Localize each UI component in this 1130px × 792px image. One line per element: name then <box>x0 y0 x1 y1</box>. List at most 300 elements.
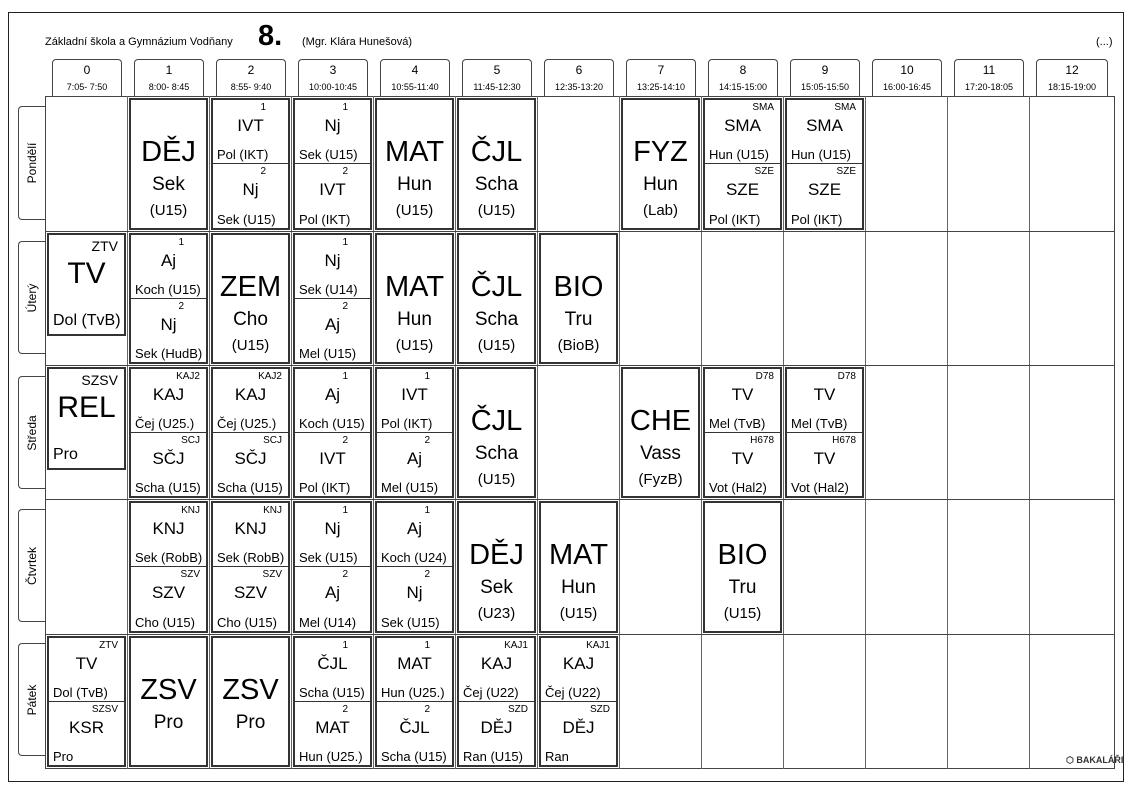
lesson-group: SZV <box>180 569 200 580</box>
lesson-room: (U15) <box>231 336 270 354</box>
lesson-teacher-room: Sek (U15) <box>381 615 440 630</box>
lesson-cell[interactable] <box>457 98 536 230</box>
lesson-half-bot[interactable] <box>295 567 370 631</box>
lesson-subject: ČJL <box>470 270 523 303</box>
lesson-subject: DĚJ <box>480 717 513 737</box>
lesson-subject: ČJL <box>470 135 523 168</box>
lesson-teacher-room: Scha (U15) <box>381 749 447 764</box>
lesson-half-top[interactable] <box>541 638 616 702</box>
lesson-cell[interactable] <box>129 367 208 498</box>
period-time: 15:05-15:50 <box>800 82 850 92</box>
lesson-teacher: Scha <box>474 174 519 196</box>
lesson-group: 1 <box>424 371 430 382</box>
lesson-subject: Aj <box>406 519 423 538</box>
lesson-group: SCJ <box>263 434 282 446</box>
lesson-subject: TV <box>813 385 836 404</box>
lesson-subject: TV <box>731 448 754 468</box>
lesson-half-top[interactable] <box>295 235 370 299</box>
lesson-subject: MAT <box>397 654 432 673</box>
lesson-half-bot[interactable] <box>49 702 124 766</box>
period-number: 3 <box>329 63 337 77</box>
lesson-half-bot[interactable] <box>377 433 452 497</box>
period-header-10 <box>872 59 942 96</box>
lesson-subject: SZE <box>725 180 760 199</box>
lesson-teacher-room: Scha (U15) <box>217 480 283 495</box>
lesson-cell[interactable] <box>539 233 618 364</box>
lesson-room: (U15) <box>477 336 516 354</box>
lesson-teacher-room: Scha (U15) <box>299 684 365 700</box>
lesson-half-bot[interactable] <box>459 702 534 766</box>
lesson-cell[interactable] <box>375 501 454 633</box>
lesson-group: 1 <box>424 640 430 651</box>
grid-line <box>865 96 866 769</box>
lesson-subject: MAT <box>384 135 445 168</box>
lesson-teacher-room: Sek (U15) <box>299 147 358 162</box>
lesson-cell[interactable] <box>293 98 372 230</box>
lesson-teacher-room: Pro <box>53 446 78 463</box>
lesson-subject: ZSV <box>222 673 279 706</box>
lesson-subject: KAJ <box>480 654 513 673</box>
lesson-teacher-room: Čej (U22) <box>463 684 519 700</box>
lesson-room: (U23) <box>477 605 516 623</box>
lesson-teacher-room: Koch (U15) <box>135 281 201 297</box>
lesson-group: SMA <box>752 102 774 113</box>
lesson-half-top[interactable] <box>295 638 370 702</box>
grid-line <box>947 96 948 769</box>
period-number: 11 <box>982 63 996 77</box>
lesson-cell[interactable] <box>47 367 126 470</box>
lesson-cell[interactable] <box>47 636 126 767</box>
lesson-subject: Aj <box>406 448 423 468</box>
lesson-half-top[interactable] <box>377 638 452 702</box>
lesson-subject: KAJ <box>234 385 267 404</box>
lesson-teacher-room: Pol (IKT) <box>381 415 433 431</box>
lesson-teacher-room: Dol (TvB) <box>53 684 108 700</box>
lesson-cell[interactable] <box>375 98 454 230</box>
day-name: Pondělí <box>25 142 39 184</box>
day-label-wednesday <box>18 376 45 489</box>
lesson-cell[interactable] <box>211 98 290 230</box>
lesson-teacher: Scha <box>474 308 519 330</box>
lesson-subject: SZV <box>233 583 268 602</box>
period-number: 7 <box>657 63 665 77</box>
lesson-teacher-room: Mel (U15) <box>299 346 357 361</box>
lesson-cell[interactable] <box>703 501 782 633</box>
lesson-teacher-room: Čej (U25.) <box>135 415 195 431</box>
lesson-group: 1 <box>260 102 266 113</box>
lesson-teacher-room: Vot (Hal2) <box>709 480 767 495</box>
lesson-half-top[interactable] <box>131 235 206 299</box>
period-header-5 <box>462 59 532 96</box>
lesson-group: SZV <box>262 569 282 580</box>
lesson-subject: IVT <box>319 180 346 199</box>
lesson-cell[interactable] <box>211 501 290 633</box>
lesson-teacher: Hun <box>397 308 432 330</box>
day-label-thursday <box>18 509 45 622</box>
lesson-teacher: Vass <box>640 442 681 464</box>
period-number: 2 <box>247 63 255 77</box>
lesson-group: 2 <box>342 569 348 580</box>
lesson-teacher: Tru <box>728 577 757 599</box>
lesson-group: H678 <box>750 434 774 446</box>
lesson-room: (U15) <box>559 605 598 623</box>
period-time: 14:15-15:00 <box>718 82 768 92</box>
more-link[interactable]: (...) <box>1096 36 1113 48</box>
grid-line <box>783 96 784 769</box>
lesson-group: 2 <box>342 703 348 715</box>
lesson-subject: REL <box>57 391 116 424</box>
lesson-cell[interactable] <box>129 233 208 364</box>
lesson-subject: KNJ <box>152 519 185 538</box>
lesson-cell[interactable] <box>785 367 864 498</box>
lesson-teacher-room: Koch (U15) <box>299 415 365 431</box>
lesson-teacher-room: Mel (U15) <box>381 480 439 495</box>
lesson-group: SZE <box>836 166 856 177</box>
lesson-subject: Nj <box>242 180 259 199</box>
period-header-3 <box>298 59 368 96</box>
lesson-cell[interactable] <box>621 367 700 498</box>
lesson-group: KAJ2 <box>258 371 282 382</box>
lesson-half-bot[interactable] <box>213 164 288 228</box>
lesson-half-top[interactable] <box>213 100 288 164</box>
lesson-group: KAJ2 <box>176 371 200 382</box>
lesson-teacher-room: Cho (U15) <box>135 615 195 630</box>
lesson-teacher-room: Hun (U15) <box>791 147 851 162</box>
lesson-subject: BIO <box>717 538 768 571</box>
lesson-cell[interactable] <box>293 367 372 498</box>
lesson-teacher-room: Vot (Hal2) <box>791 480 849 495</box>
lesson-half-bot[interactable] <box>131 299 206 363</box>
lesson-group: 2 <box>342 434 348 446</box>
lesson-subject: TV <box>75 654 98 673</box>
lesson-teacher-room: Pol (IKT) <box>299 480 351 495</box>
period-header-1 <box>134 59 204 96</box>
lesson-teacher-room: Pro <box>53 749 74 764</box>
lesson-half-top[interactable] <box>787 100 862 164</box>
period-header-7 <box>626 59 696 96</box>
lesson-group: 2 <box>178 300 184 312</box>
period-time: 12:35-13:20 <box>554 82 604 92</box>
lesson-teacher-room: Koch (U24) <box>381 550 447 565</box>
lesson-subject: TV <box>813 448 836 468</box>
lesson-subject: ČJL <box>399 717 430 737</box>
grid-line <box>45 499 1115 500</box>
lesson-room: (FyzB) <box>638 470 683 488</box>
day-name: Čtvrtek <box>25 546 39 585</box>
bakalari-logo: ⬡ BAKALÁŘI <box>1066 755 1124 765</box>
lesson-teacher-room: Sek (U15) <box>299 550 358 565</box>
lesson-group: 1 <box>342 640 348 651</box>
lesson-half-top[interactable] <box>49 638 124 702</box>
lesson-subject: MAT <box>384 270 445 303</box>
lesson-half-top[interactable] <box>295 100 370 164</box>
period-time: 11:45-12:30 <box>473 82 521 92</box>
period-time: 18:15-19:00 <box>1047 82 1097 92</box>
lesson-teacher: Pro <box>235 711 266 733</box>
grid-line <box>291 96 292 769</box>
lesson-subject: Nj <box>324 116 341 135</box>
lesson-teacher-room: Ran (U15) <box>463 749 523 764</box>
period-number: 4 <box>411 63 419 77</box>
lesson-subject: Nj <box>406 583 423 602</box>
period-time: 7:05- 7:50 <box>66 82 108 92</box>
lesson-group: 2 <box>424 569 430 580</box>
lesson-subject: ZSV <box>140 673 197 706</box>
lesson-cell[interactable] <box>457 501 536 633</box>
lesson-group: H678 <box>832 434 856 446</box>
period-header-8 <box>708 59 778 96</box>
lesson-subject: SMA <box>806 116 843 135</box>
lesson-subject: Aj <box>324 583 341 602</box>
lesson-cell[interactable] <box>539 636 618 767</box>
logo-text: BAKALÁŘI <box>1076 755 1124 765</box>
lesson-cell[interactable] <box>375 367 454 498</box>
lesson-teacher: Sek <box>480 577 513 599</box>
lesson-cell[interactable] <box>539 501 618 633</box>
period-number: 5 <box>493 63 501 77</box>
lesson-cell[interactable] <box>293 233 372 364</box>
lesson-room: (U15) <box>723 605 762 623</box>
lesson-subject: FYZ <box>633 135 688 168</box>
lesson-half-bot[interactable] <box>131 433 206 497</box>
lesson-half-bot[interactable] <box>787 433 862 497</box>
lesson-teacher-room: Čej (U22) <box>545 684 601 700</box>
lesson-subject: DĚJ <box>562 717 595 737</box>
lesson-cell[interactable] <box>129 501 208 633</box>
lesson-subject: Nj <box>324 519 341 538</box>
lesson-teacher-room: Mel (U14) <box>299 615 357 630</box>
lesson-half-top[interactable] <box>131 503 206 567</box>
period-header-6 <box>544 59 614 96</box>
lesson-subject: Aj <box>160 251 177 270</box>
lesson-cell[interactable] <box>211 636 290 767</box>
lesson-cell[interactable] <box>457 233 536 364</box>
grid-line <box>455 96 456 769</box>
period-number: 9 <box>821 63 829 77</box>
lesson-subject: TV <box>731 385 754 404</box>
lesson-subject: KAJ <box>562 654 595 673</box>
lesson-teacher-room: Pol (IKT) <box>299 212 351 227</box>
lesson-group: SZSV <box>81 372 118 388</box>
lesson-room: (U15) <box>395 202 434 220</box>
lesson-subject: ZEM <box>219 270 282 303</box>
lesson-group: 2 <box>342 300 348 312</box>
lesson-group: 1 <box>342 102 348 113</box>
lesson-group: 2 <box>260 166 266 177</box>
lesson-cell[interactable] <box>129 98 208 230</box>
lesson-half-bot[interactable] <box>213 433 288 497</box>
lesson-room: (BioB) <box>557 336 600 354</box>
period-time: 10:55-11:40 <box>391 82 439 92</box>
lesson-half-bot[interactable] <box>705 164 780 228</box>
lesson-group: SCJ <box>181 434 200 446</box>
lesson-teacher-room: Hun (U15) <box>709 147 769 162</box>
lesson-cell[interactable] <box>703 98 782 230</box>
period-header-9 <box>790 59 860 96</box>
lesson-cell[interactable] <box>785 98 864 230</box>
lesson-subject: KSR <box>69 717 104 737</box>
lesson-subject: DĚJ <box>469 538 524 571</box>
lesson-half-bot[interactable] <box>295 702 370 766</box>
lesson-room: (U15) <box>477 470 516 488</box>
period-header-12 <box>1036 59 1108 96</box>
lesson-subject: DĚJ <box>141 135 196 168</box>
lesson-teacher-room: Ran <box>545 749 569 764</box>
lesson-half-top[interactable] <box>459 638 534 702</box>
period-header-4 <box>380 59 450 96</box>
period-number: 1 <box>165 63 173 77</box>
lesson-half-bot[interactable] <box>787 164 862 228</box>
lesson-cell[interactable] <box>293 636 372 767</box>
lesson-group: ZTV <box>91 238 118 254</box>
lesson-group: 1 <box>424 505 430 516</box>
lesson-half-top[interactable] <box>705 369 780 433</box>
lesson-cell[interactable] <box>375 233 454 364</box>
lesson-teacher-room: Pol (IKT) <box>709 212 761 227</box>
grid-line <box>619 96 620 769</box>
lesson-half-top[interactable] <box>377 369 452 433</box>
grid-line <box>1029 96 1030 769</box>
lesson-teacher-room: Hun (U25.) <box>381 684 445 700</box>
lesson-teacher-room: Cho (U15) <box>217 615 277 630</box>
lesson-cell[interactable] <box>703 367 782 498</box>
period-time: 16:00-16:45 <box>882 82 932 92</box>
lesson-cell[interactable] <box>129 636 208 767</box>
lesson-subject: SČJ <box>234 448 267 468</box>
lesson-group: 2 <box>424 434 430 446</box>
lesson-teacher-room: Hun (U25.) <box>299 749 363 764</box>
period-time: 10:00-10:45 <box>308 82 358 92</box>
day-label-tuesday <box>18 241 45 354</box>
lesson-teacher: Hun <box>397 174 432 196</box>
lesson-cell[interactable] <box>457 636 536 767</box>
lesson-teacher: Cho <box>233 308 268 330</box>
lesson-half-top[interactable] <box>213 369 288 433</box>
lesson-subject: ČJL <box>470 404 523 437</box>
period-number: 10 <box>900 63 914 77</box>
grid-line <box>373 96 374 769</box>
lesson-half-bot[interactable] <box>377 702 452 766</box>
period-header-0 <box>52 59 122 96</box>
day-label-friday <box>18 643 45 756</box>
lesson-teacher-room: Pol (IKT) <box>217 147 269 162</box>
lesson-teacher-room: Dol (TvB) <box>53 312 121 329</box>
lesson-subject: SZE <box>807 180 842 199</box>
lesson-half-top[interactable] <box>213 503 288 567</box>
period-time: 8:00- 8:45 <box>148 82 190 92</box>
lesson-half-bot[interactable] <box>377 567 452 631</box>
lesson-cell[interactable] <box>47 233 126 336</box>
lesson-teacher-room: Mel (TvB) <box>709 415 766 431</box>
period-time: 8:55- 9:40 <box>230 82 272 92</box>
lesson-subject: Nj <box>160 314 177 334</box>
lesson-room: (U15) <box>477 202 516 220</box>
lesson-subject: Aj <box>324 314 341 334</box>
lesson-teacher-room: Scha (U15) <box>135 480 201 495</box>
lesson-half-top[interactable] <box>377 503 452 567</box>
period-time: 13:25-14:10 <box>636 82 686 92</box>
lesson-group: ZTV <box>99 640 118 651</box>
lesson-teacher: Scha <box>474 442 519 464</box>
lesson-cell[interactable] <box>211 233 290 364</box>
period-header-11 <box>954 59 1024 96</box>
lesson-subject: SMA <box>724 116 761 135</box>
lesson-group: SZD <box>590 703 610 715</box>
lesson-subject: MAT <box>548 538 609 571</box>
lesson-cell[interactable] <box>375 636 454 767</box>
day-name: Úterý <box>25 283 39 312</box>
lesson-subject: SZV <box>151 583 186 602</box>
period-time: 17:20-18:05 <box>964 82 1014 92</box>
lesson-teacher-room: Sek (RobB) <box>217 550 285 565</box>
lesson-subject: Aj <box>324 385 341 404</box>
lesson-teacher-room: Sek (HudB) <box>135 346 203 361</box>
lesson-subject: KNJ <box>234 519 267 538</box>
day-name: Středa <box>25 414 39 451</box>
period-number: 8 <box>739 63 747 77</box>
lesson-group: 2 <box>342 166 348 177</box>
lesson-cell[interactable] <box>621 98 700 230</box>
lesson-half-bot[interactable] <box>131 567 206 631</box>
grid-line <box>209 96 210 769</box>
lesson-group: 1 <box>178 237 184 248</box>
lesson-cell[interactable] <box>293 501 372 633</box>
lesson-group: SZE <box>754 166 774 177</box>
lesson-group: 1 <box>342 371 348 382</box>
grid-line <box>537 96 538 769</box>
lesson-half-bot[interactable] <box>295 164 370 228</box>
lesson-half-top[interactable] <box>295 503 370 567</box>
lesson-half-top[interactable] <box>787 369 862 433</box>
lesson-subject: CHE <box>629 404 692 437</box>
grid-line <box>45 365 1115 366</box>
lesson-half-top[interactable] <box>295 369 370 433</box>
lesson-half-top[interactable] <box>131 369 206 433</box>
lesson-cell[interactable] <box>211 367 290 498</box>
lesson-subject: IVT <box>401 385 428 404</box>
day-label-monday <box>18 106 45 220</box>
lesson-teacher: Hun <box>643 174 678 196</box>
lesson-subject: SČJ <box>152 448 185 468</box>
lesson-half-bot[interactable] <box>705 433 780 497</box>
lesson-teacher: Tru <box>564 308 593 330</box>
lesson-group: D78 <box>755 371 774 382</box>
lesson-group: D78 <box>837 371 856 382</box>
lesson-group: SZD <box>508 703 528 715</box>
lesson-subject: IVT <box>237 116 264 135</box>
lesson-subject: IVT <box>319 448 346 468</box>
lesson-group: KNJ <box>263 505 282 516</box>
lesson-group: KAJ1 <box>504 640 528 651</box>
period-number: 6 <box>575 63 583 77</box>
lesson-room: (U15) <box>149 202 188 220</box>
lesson-half-bot[interactable] <box>295 299 370 363</box>
grid-line <box>701 96 702 769</box>
lesson-cell[interactable] <box>457 367 536 498</box>
lesson-group: SMA <box>834 102 856 113</box>
lesson-subject: KAJ <box>152 385 185 404</box>
lesson-half-bot[interactable] <box>295 433 370 497</box>
school-name: Základní škola a Gymnázium Vodňany <box>45 36 233 48</box>
lesson-half-bot[interactable] <box>213 567 288 631</box>
lesson-subject: MAT <box>315 717 350 737</box>
lesson-subject: TV <box>67 257 106 290</box>
lesson-half-top[interactable] <box>705 100 780 164</box>
lesson-half-bot[interactable] <box>541 702 616 766</box>
lesson-subject: ČJL <box>317 654 348 673</box>
lesson-teacher-room: Čej (U25.) <box>217 415 277 431</box>
lesson-teacher-room: Sek (U15) <box>217 212 276 227</box>
